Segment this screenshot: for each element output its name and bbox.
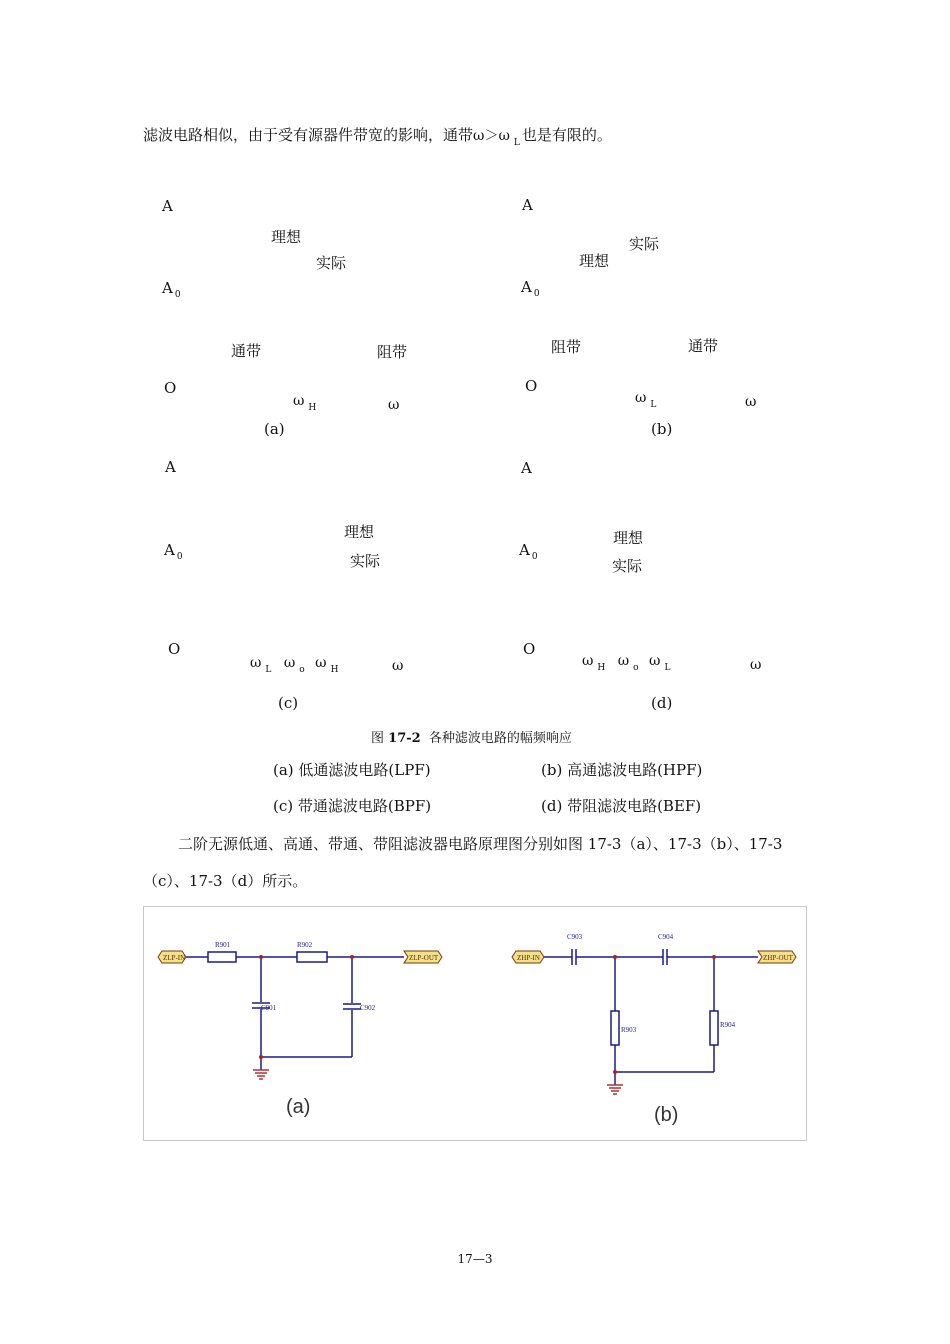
- sub: L: [265, 665, 272, 675]
- label-r903: R903: [621, 1026, 637, 1034]
- intro-text-end: 也是有限的。: [521, 126, 612, 144]
- circuit-label-a: (a): [286, 1096, 311, 1118]
- caption-number: 17-2: [388, 731, 421, 746]
- omega: ω: [293, 393, 305, 409]
- label-zlp-in: ZLP-IN: [163, 954, 186, 962]
- resistor-r901: [208, 952, 236, 962]
- label-zhp-out: ZHP-OUT: [763, 954, 793, 962]
- label-r904: R904: [720, 1021, 736, 1029]
- label-c903: C903: [567, 933, 583, 941]
- caption-prefix: 图: [371, 731, 385, 746]
- axis-label-A0: [164, 543, 183, 562]
- omega: ω: [635, 390, 647, 406]
- graph-label: (a): [264, 420, 285, 438]
- paragraph-line-2: （c）、17-3（d）所示。: [143, 872, 308, 890]
- sub: o: [299, 665, 305, 675]
- a0-sub: 0: [174, 290, 181, 300]
- caption-text: 各种滤波电路的幅频响应: [428, 731, 572, 746]
- graph-label: (d): [651, 694, 673, 712]
- a0-letter: A: [519, 541, 530, 559]
- origin-label: O: [523, 640, 536, 658]
- label-ideal: 理想: [613, 529, 644, 547]
- axis-label-A0: [521, 280, 540, 299]
- sub: H: [330, 665, 339, 675]
- legend-hpf: (b) 高通滤波电路(HPF): [541, 761, 703, 779]
- graph-label: (c): [278, 694, 299, 712]
- omega-o: ω: [283, 655, 296, 671]
- legend-lpf: (a) 低通滤波电路(LPF): [273, 761, 431, 779]
- label-passband: 通带: [688, 337, 719, 355]
- label-actual: 实际: [629, 235, 660, 253]
- resistor-r902: [297, 952, 327, 962]
- greater-than: ＞: [484, 128, 499, 144]
- origin-label: O: [164, 379, 177, 397]
- graph-label: (b): [651, 420, 673, 438]
- label-r901: R901: [215, 941, 231, 949]
- label-ideal: 理想: [271, 228, 302, 246]
- page-number: 17—3: [457, 1252, 493, 1266]
- a0-letter: A: [162, 279, 173, 297]
- origin-label: O: [168, 640, 181, 658]
- label-passband: 通带: [231, 342, 262, 360]
- a0-letter: A: [521, 278, 532, 296]
- intro-line: [143, 126, 612, 148]
- a0-letter: A: [164, 541, 175, 559]
- axis-label-A: A: [521, 459, 532, 477]
- axis-label-A0: [162, 281, 181, 300]
- paragraph-line-1: 二阶无源低通、高通、带通、带阻滤波器电路原理图分别如图 17-3（a）、17-3（b）、17-3: [178, 835, 783, 853]
- omega-freq-labels: [250, 655, 339, 675]
- label-c904: C904: [658, 933, 674, 941]
- label-actual: 实际: [316, 254, 347, 272]
- axis-label-A: A: [162, 197, 173, 215]
- omega-l: ω: [649, 653, 661, 669]
- omega-symbol: ω: [473, 128, 485, 144]
- label-actual: 实际: [612, 557, 643, 575]
- origin-label: O: [525, 377, 538, 395]
- resistor-r904: [710, 1011, 718, 1045]
- label-r902: R902: [297, 941, 313, 949]
- omega-axis-label: ω: [392, 658, 404, 674]
- omega-symbol: ω: [498, 128, 510, 144]
- label-zhp-in: ZHP-IN: [517, 954, 540, 962]
- circuit-label-b: (b): [654, 1104, 679, 1126]
- intro-text: 滤波电路相似，由于受有源器件带宽的影响，通带: [143, 126, 474, 144]
- omega-l: ω: [250, 655, 262, 671]
- legend-bpf: (c) 带通滤波电路(BPF): [273, 797, 432, 815]
- omega-axis-label: ω: [388, 397, 400, 413]
- label-zlp-out: ZLP-OUT: [409, 954, 439, 962]
- junction-dots: [259, 955, 716, 1074]
- circuit-a: [184, 952, 404, 1079]
- omega-axis-label: ω: [750, 657, 762, 673]
- label-stopband: 阻带: [377, 343, 408, 361]
- figure-caption: [371, 727, 572, 746]
- label-actual: 实际: [350, 552, 381, 570]
- sub: H: [597, 663, 606, 673]
- label-ideal: 理想: [344, 523, 375, 541]
- omega-l-label: [635, 390, 657, 410]
- circuit-diagrams: [144, 907, 808, 1142]
- axis-label-A: A: [522, 196, 533, 214]
- sub: o: [633, 663, 639, 673]
- sub: H: [308, 403, 317, 413]
- omega-axis-label: ω: [745, 394, 757, 410]
- omega-h: ω: [582, 653, 594, 669]
- label-stopband: 阻带: [551, 338, 582, 356]
- label-c902: C902: [360, 1004, 376, 1012]
- a0-sub: 0: [176, 552, 183, 562]
- label-c901: C901: [261, 1004, 277, 1012]
- label-ideal: 理想: [579, 252, 610, 270]
- omega-freq-labels: [582, 653, 671, 673]
- a0-sub: 0: [531, 552, 538, 562]
- circuit-figure: [143, 906, 807, 1141]
- legend-bef: (d) 带阻滤波电路(BEF): [541, 797, 702, 815]
- omega-h-label: [293, 393, 317, 413]
- omega-subscript: L: [513, 138, 520, 148]
- omega-o: ω: [617, 653, 630, 669]
- omega-h: ω: [315, 655, 327, 671]
- axis-label-A0: [519, 543, 538, 562]
- a0-sub: 0: [533, 289, 540, 299]
- resistor-r903: [611, 1011, 619, 1045]
- sub: L: [650, 400, 657, 410]
- sub: L: [664, 663, 671, 673]
- axis-label-A: A: [165, 458, 176, 476]
